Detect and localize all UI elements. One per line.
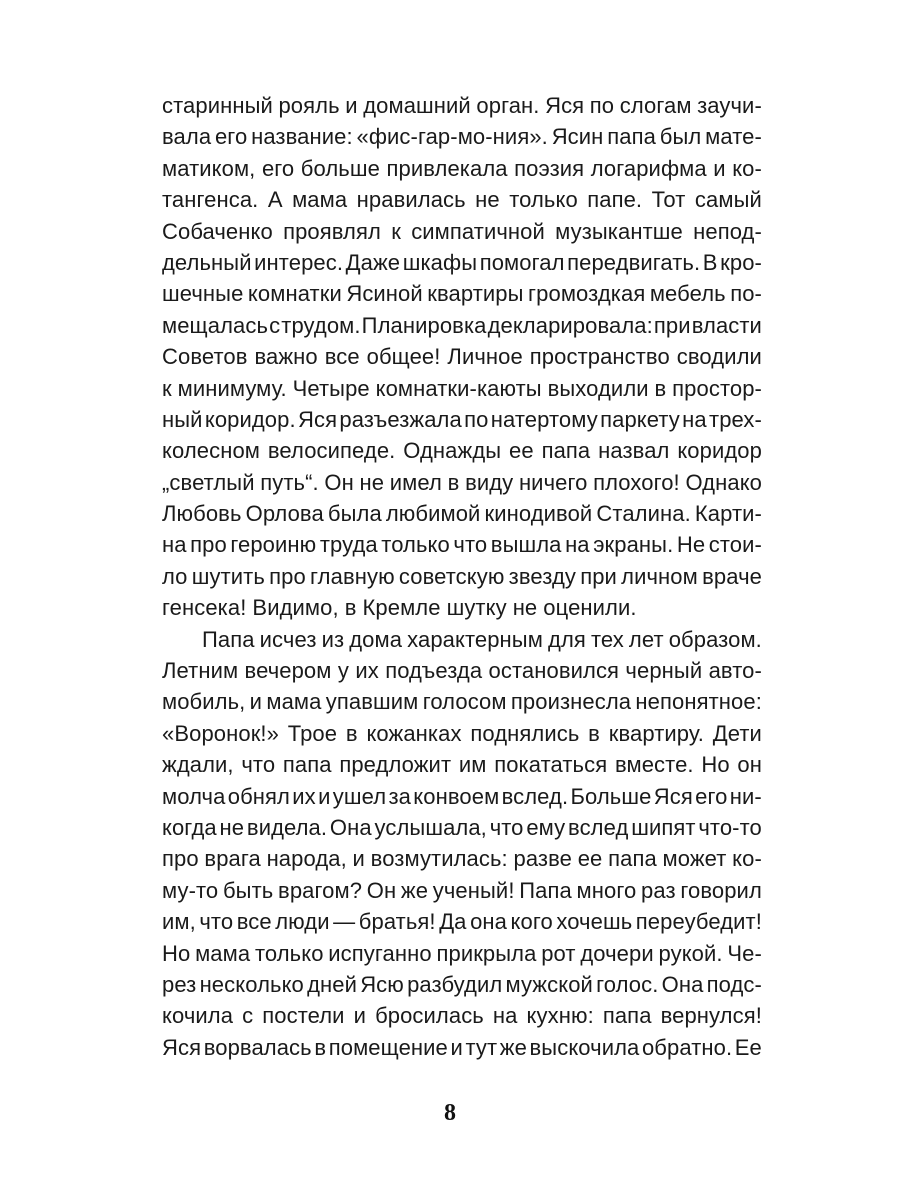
text-line: про врага народа, и возмутилась: разве ее папа может ко- [162,846,762,872]
text-line: Летним вечером у их подъезда остановился черный авто- [162,658,762,684]
text-line: Любовь Орлова была любимой кинодивой Сталина. Карти- [162,501,762,527]
text-line: му-то быть врагом? Он же ученый! Папа много раз говорил [162,877,762,903]
text-line: генсека! Видимо, в Кремле шутку не оценили. [162,595,637,621]
text-line: „светлый путь“. Он не имел в виду ничего плохого! Однако [162,469,762,495]
text-line: Советов важно все общее! Личное пространство сводили [162,344,762,370]
text-line: Собаченко проявлял к симпатичной музыкантше непод- [162,218,762,244]
text-line: рез несколько дней Ясю разбудил мужской голос. Она подс- [162,971,762,997]
text-line: Но мама только испуганно прикрыла рот дочери рукой. Че- [162,940,762,966]
text-line: тангенса. А мама нравилась не только папе. Тот самый [162,187,762,213]
text-line: «Воронок!» Трое в кожанках поднялись в квартиру. Дети [162,720,762,746]
text-line: вала его название: «фис-гар-мо-ния». Ясин папа был мате- [162,124,762,150]
text-line: мещалась с трудом. Планировка декларировала: при власти [162,312,762,338]
text-line: мобиль, и мама упавшим голосом произнесла непонятное: [162,689,762,715]
text-line: матиком, его больше привлекала поэзия логарифма и ко- [162,155,762,181]
text-line: Яся ворвалась в помещение и тут же выскочила обратно. Ее [162,1034,762,1060]
text-line: молча обнял их и ушел за конвоем вслед. Больше Яся его ни- [162,783,762,809]
text-line: когда не видела. Она услышала, что ему вслед шипят что-то [162,814,762,840]
text-line: на про героиню труда только что вышла на экраны. Не стои- [162,532,762,558]
text-line: Папа исчез из дома характерным для тех лет образом. [202,626,762,652]
text-line: ждали, что папа предложит им покататься вместе. Но он [162,752,762,778]
text-line: кочила с постели и бросилась на кухню: папа вернулся! [162,1003,762,1029]
text-line: им, что все люди — братья! Да она кого хочешь переубедит! [162,909,762,935]
text-line: ло шутить про главную советскую звезду при личном враче [162,563,762,589]
body-text [162,90,762,1063]
text-line: к минимуму. Четыре комнатки-каюты выходили в простор- [162,375,762,401]
text-line: дельный интерес. Даже шкафы помогал передвигать. В кро- [162,249,762,275]
text-line: ный коридор. Яся разъезжала по натертому паркету на трех- [162,406,762,432]
page-number: 8 [444,1100,456,1126]
text-line: шечные комнатки Ясиной квартиры громоздкая мебель по- [162,281,762,307]
text-line: старинный рояль и домашний орган. Яся по слогам заучи- [162,93,762,118]
text-line: колесном велосипеде. Однажды ее папа назвал коридор [162,438,762,464]
